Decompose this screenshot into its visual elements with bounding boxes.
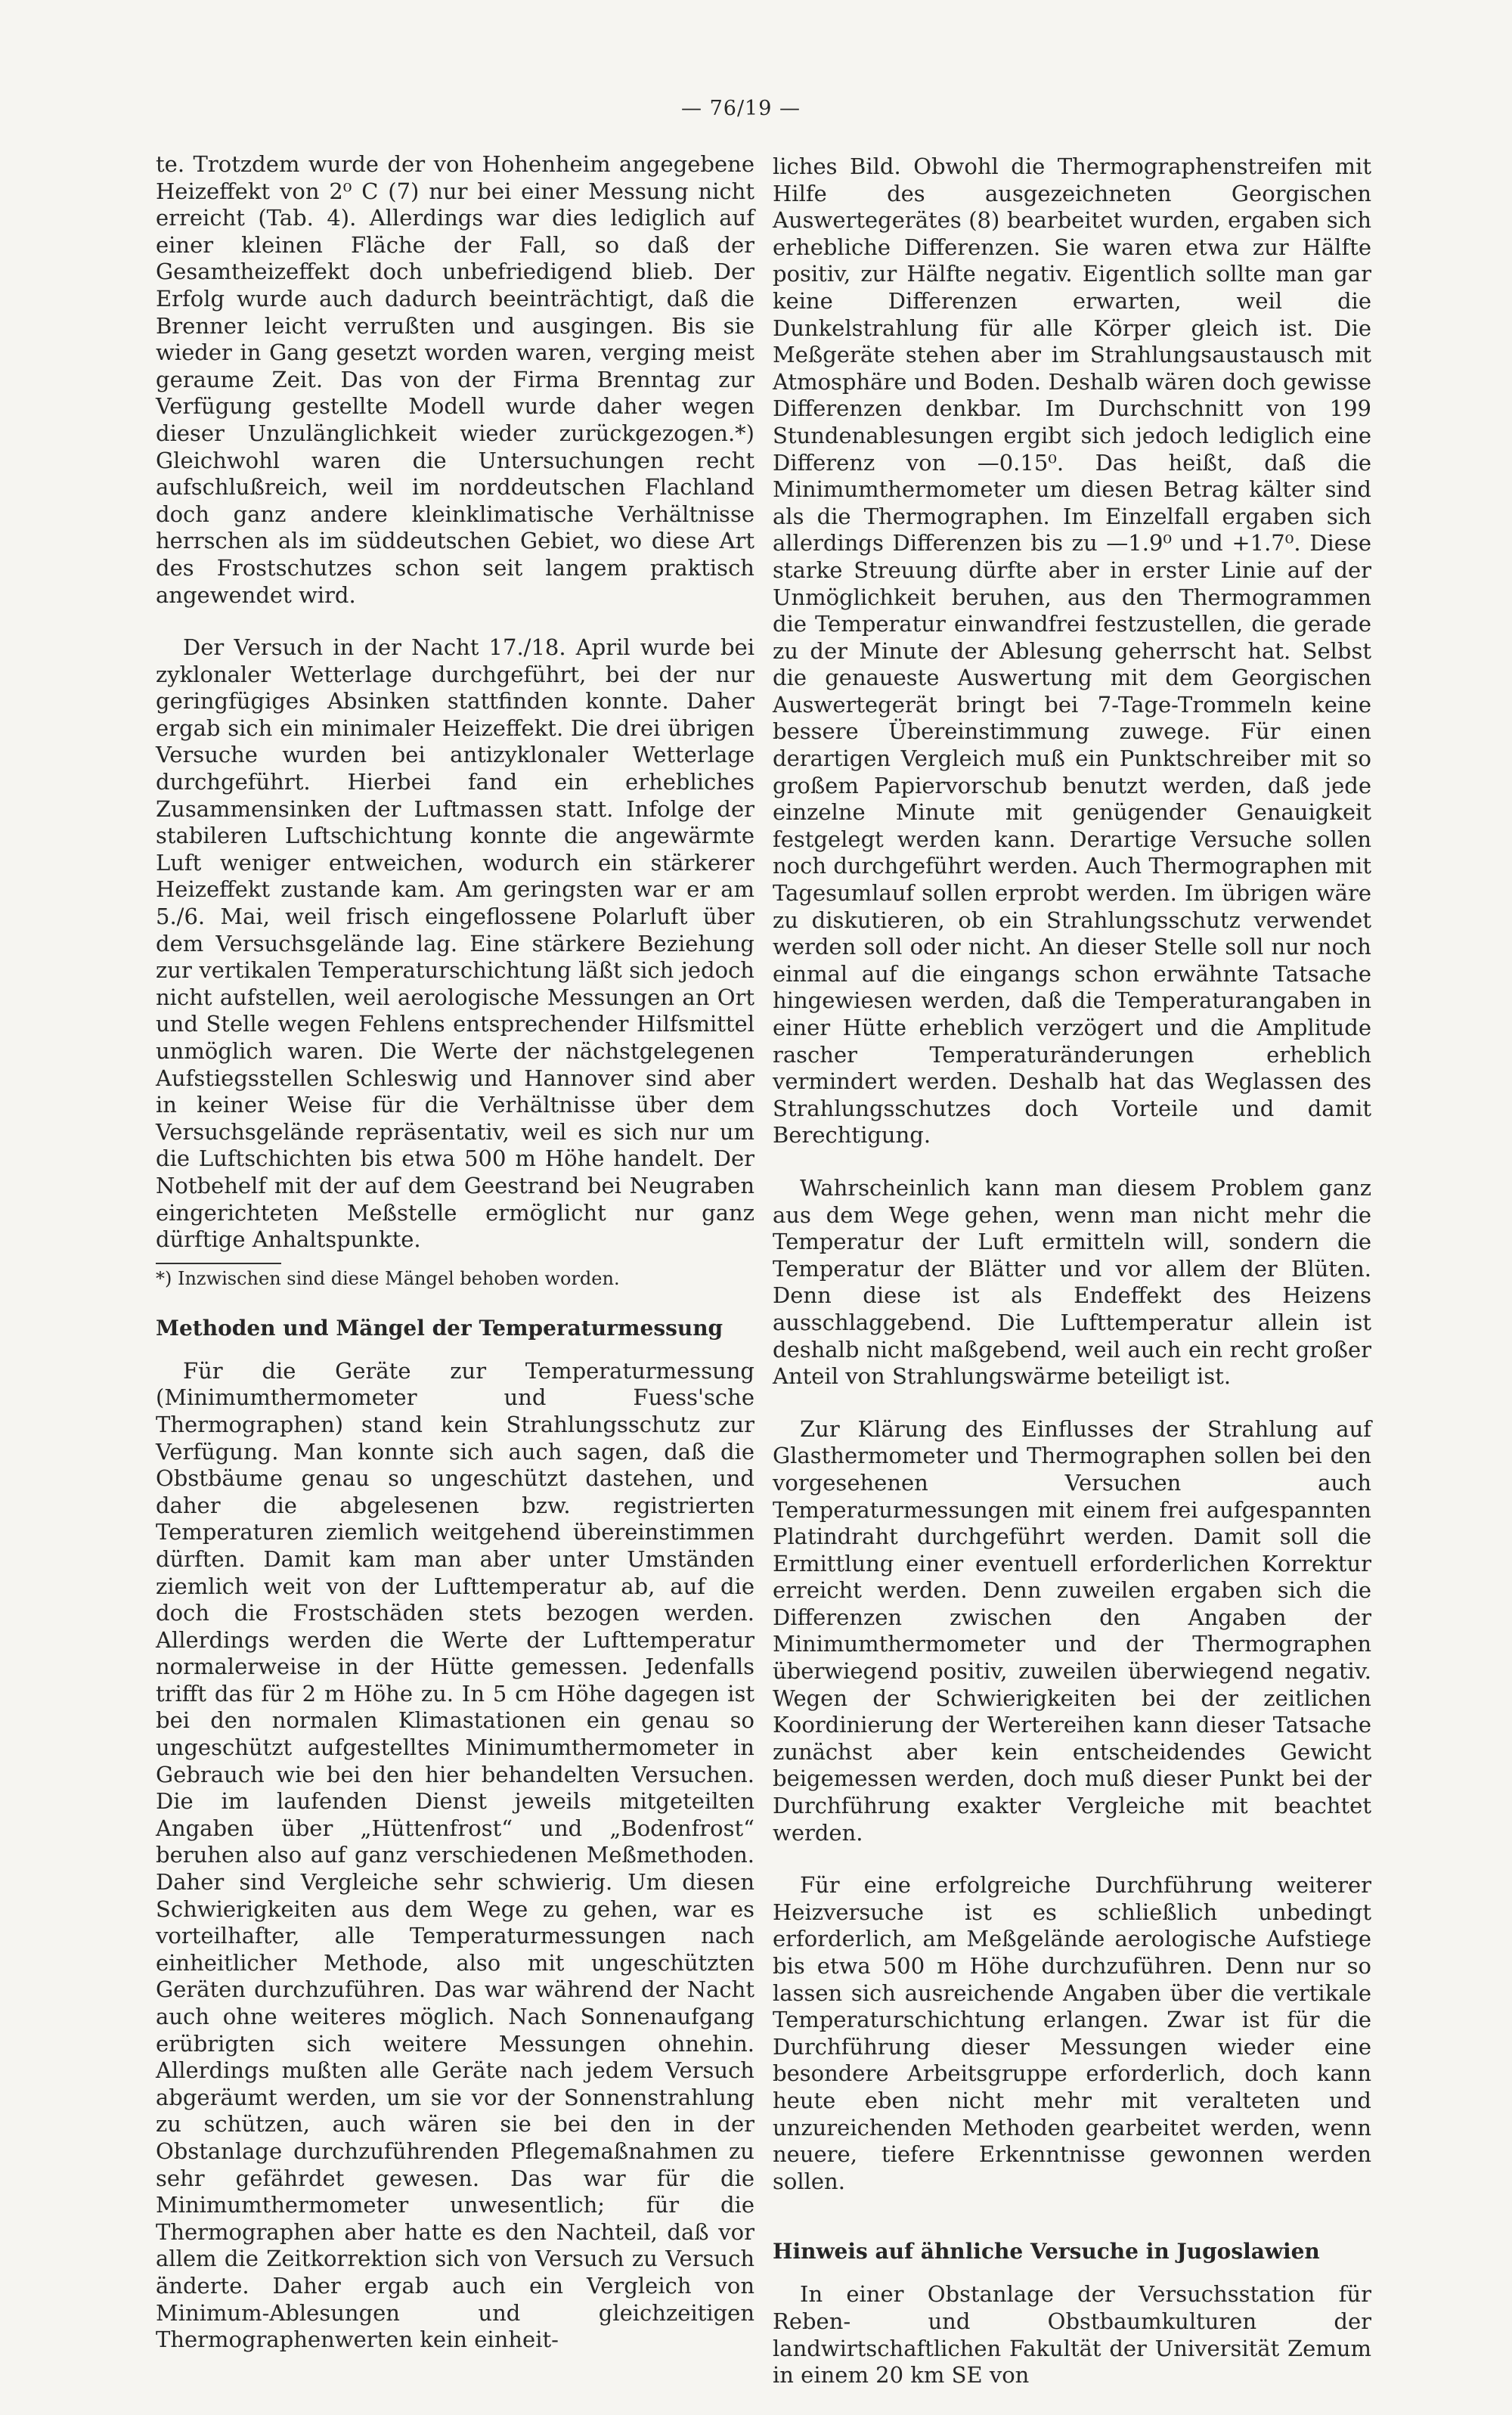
footnote-rule bbox=[156, 1263, 281, 1264]
right-column bbox=[773, 153, 1371, 2415]
footnote: *) Inzwischen sind diese Mängel behoben worden. bbox=[156, 1267, 620, 1289]
paragraph: te. Trotzdem wurde der von Hohenheim angegebene Heizeffekt von 2⁰ C (7) nur bei einer Messung nicht erreicht (Tab. 4). Allerdings war dies lediglich auf einer kleinen Fläche der Fall, so daß der Gesamtheizeffekt doch unbefriedigend blieb. Der Erfolg wurde auch dadurch beeinträchtigt, daß die Brenner leicht verrußten und ausgingen. Bis sie wieder in Gang gesetzt worden waren, verging meist geraume Zeit. Das von der Firma Brenntag zur Verfügung gestellte Modell wurde daher wegen dieser Unzulänglichkeit wieder zurückgezogen.*) Gleichwohl waren die Untersuchungen recht aufschlußreich, weil im norddeutschen Flachland doch ganz andere kleinklimatische Verhältnisse herrschen als im süddeutschen Gebiet, wo diese Art des Frostschutzes schon seit langem praktisch angewendet wird. bbox=[156, 151, 754, 608]
section-heading: Methoden und Mängel der Temperaturmessung bbox=[156, 1315, 723, 1341]
paragraph: Für die Geräte zur Temperaturmessung (Minimumthermometer und Fuess'sche Thermographen) stand kein Strahlungsschutz zur Verfügung. Man konnte sich auch sagen, daß die Obstbäume genau so ungeschützt dastehen, und daher die abgelesenen bzw. registrierten Temperaturen ziemlich weitgehend übereinstimmen dürften. Damit kam man aber unter Umständen ziemlich weit von der Lufttemperatur ab, auf die doch die Frostschäden stets bezogen werden. Allerdings werden die Werte der Lufttemperatur normalerweise in der Hütte gemessen. Jedenfalls trifft das für 2 m Höhe zu. In 5 cm Höhe dagegen ist bei den normalen Klimastationen ein genau so ungeschützt aufgestelltes Minimumthermometer in Gebrauch wie bei den hier behandelten Versuchen. Die im laufenden Dienst jeweils mitgeteilten Angaben über „Hüttenfrost“ und „Bodenfrost“ beruhen also auf ganz verschiedenen Meßmethoden. Daher sind Vergleiche sehr schwierig. Um diesen Schwierigkeiten aus dem Wege zu gehen, war es vorteilhafter, alle Temperaturmessungen nach einheitlicher Methode, also mit ungeschützten Geräten durchzuführen. Das war während der Nacht auch ohne weiteres möglich. Nach Sonnenaufgang erübrigten sich weitere Messungen ohnehin. Allerdings mußten alle Geräte nach jedem Versuch abgeräumt werden, um sie vor der Sonnenstrahlung zu schützen, auch wären sie bei den in der Obstanlage durchzuführenden Pflegemaßnahmen zu sehr gefährdet gewesen. Das war für die Minimumthermometer unwesentlich; für die Thermographen aber hatte es den Nachteil, daß vor allem die Zeitkorrektion sich von Versuch zu Versuch änderte. Daher ergab auch ein Vergleich von Minimum-Ablesungen und gleichzeitigen Thermographenwerten kein einheit- bbox=[156, 1357, 754, 2353]
paragraph: Der Versuch in der Nacht 17./18. April wurde bei zyklonaler Wetterlage durchgeführt, bei der nur geringfügiges Absinken stattfinden konnte. Daher ergab sich ein minimaler Heizeffekt. Die drei übrigen Versuche wurden bei antizyklonaler Wetterlage durchgeführt. Hierbei fand ein erhebliches Zusammensinken der Luftmassen statt. Infolge der stabileren Luftschichtung konnte die angewärmte Luft weniger entweichen, wodurch ein stärkerer Heizeffekt zustande kam. Am geringsten war er am 5./6. Mai, weil frisch eingeflossene Polarluft über dem Versuchsgelände lag. Eine stärkere Beziehung zur vertikalen Temperaturschichtung läßt sich jedoch nicht aufstellen, weil aerologische Messungen an Ort und Stelle wegen Fehlens entsprechender Hilfsmittel unmöglich waren. Die Werte der nächstgelegenen Aufstiegsstellen Schleswig und Hannover sind aber in keiner Weise für die Verhältnisse über dem Versuchsgelände repräsentativ, weil es sich nur um die Luftschichten bis etwa 500 m Höhe handelt. Der Notbehelf mit der auf dem Geestrand bei Neugraben eingerichteten Meßstelle ermöglicht nur ganz dürftige Anhaltspunkte. bbox=[156, 634, 754, 1253]
paragraph: Für eine erfolgreiche Durchführung weiterer Heizversuche ist es schließlich unbedingt erforderlich, am Meßgelände aerologische Aufstiege bis etwa 500 m Höhe durchzuführen. Denn nur so lassen sich ausreichende Angaben über die vertikale Temperaturschichtung erlangen. Zwar ist für die Durchführung dieser Messungen wieder eine besondere Arbeitsgruppe erforderlich, doch kann heute eben nicht mehr mit veralteten und unzureichenden Methoden gearbeitet werden, wenn neuere, tiefere Erkenntnisse gewonnen werden sollen. bbox=[773, 1872, 1371, 2194]
page-number: — 76/19 — bbox=[681, 97, 801, 120]
paragraph: Zur Klärung des Einflusses der Strahlung auf Glasthermometer und Thermographen sollen bei den vorgesehenen Versuchen auch Temperaturmessungen mit einem frei aufgespannten Platindraht durchgeführt werden. Damit soll die Ermittlung einer eventuell erforderlichen Korrektur erreicht werden. Denn zuweilen ergaben sich die Differenzen zwischen den Angaben der Minimumthermometer und der Thermographen überwiegend positiv, zuweilen überwiegend negativ. Wegen der Schwierigkeiten bei der zeitlichen Koordinierung der Wertereihen kann dieser Tatsache zunächst aber kein entscheidendes Gewicht beigemessen werden, doch muß dieser Punkt bei der Durchführung exakter Vergleiche mit beachtet werden. bbox=[773, 1415, 1371, 1846]
left-column bbox=[156, 151, 754, 2379]
paragraph: Wahrscheinlich kann man diesem Problem ganz aus dem Wege gehen, wenn man nicht mehr die Temperatur der Luft ermitteln will, sondern die Temperatur der Blätter und vor allem der Blüten. Denn diese ist als Endeffekt des Heizens ausschlaggebend. Die Lufttemperatur allein ist deshalb nicht maßgebend, weil auch ein recht großer Anteil von Strahlungswärme beteiligt ist. bbox=[773, 1174, 1371, 1390]
paragraph: liches Bild. Obwohl die Thermographenstreifen mit Hilfe des ausgezeichneten Georgischen Auswertegerätes (8) bearbeitet wurden, ergaben sich erhebliche Differenzen. Sie waren etwa zur Hälfte positiv, zur Hälfte negativ. Eigentlich sollte man gar keine Differenzen erwarten, weil die Dunkelstrahlung für alle Körper gleich ist. Die Meßgeräte stehen aber im Strahlungsaustausch mit Atmosphäre und Boden. Deshalb wären doch gewisse Differenzen denkbar. Im Durchschnitt von 199 Stundenablesungen ergibt sich jedoch lediglich eine Differenz von —0.15⁰. Das heißt, daß die Minimumthermometer um diesen Betrag kälter sind als die Thermographen. Im Einzelfall ergaben sich allerdings Differenzen bis zu —1.9⁰ und +1.7⁰. Diese starke Streuung dürfte aber in erster Linie auf der Unmöglichkeit beruhen, aus den Thermogrammen die Temperatur einwandfrei festzustellen, die gerade zu der Minute der Ablesung geherrscht hat. Selbst die genaueste Auswertung mit dem Georgischen Auswertegerät bringt bei 7-Tage-Trommeln keine bessere Übereinstimmung zuwege. Für einen derartigen Vergleich muß ein Punktschreiber mit so großem Papiervorschub benutzt werden, daß jede einzelne Minute mit genügender Genauigkeit festgelegt werden kann. Derartige Versuche sollen noch durchgeführt werden. Auch Thermographen mit Tagesumlauf sollen erprobt werden. Im übrigen wäre zu diskutieren, ob ein Strahlungsschutz verwendet werden soll oder nicht. An dieser Stelle soll nur noch einmal auf die eingangs schon erwähnte Tatsache hingewiesen werden, daß die Temperaturangaben in einer Hütte erheblich verzögert und die Amplitude rascher Temperaturänderungen erheblich vermindert werden. Deshalb hat das Weglassen des Strahlungsschutzes doch Vorteile und damit Berechtigung. bbox=[773, 153, 1371, 1149]
section-heading: Hinweis auf ähnliche Versuche in Jugoslawien bbox=[773, 2239, 1320, 2265]
paragraph: In einer Obstanlage der Versuchsstation für Reben- und Obstbaumkulturen der landwirtschaftlichen Fakultät der Universität Zemum in einem 20 km SE von bbox=[773, 2281, 1371, 2389]
